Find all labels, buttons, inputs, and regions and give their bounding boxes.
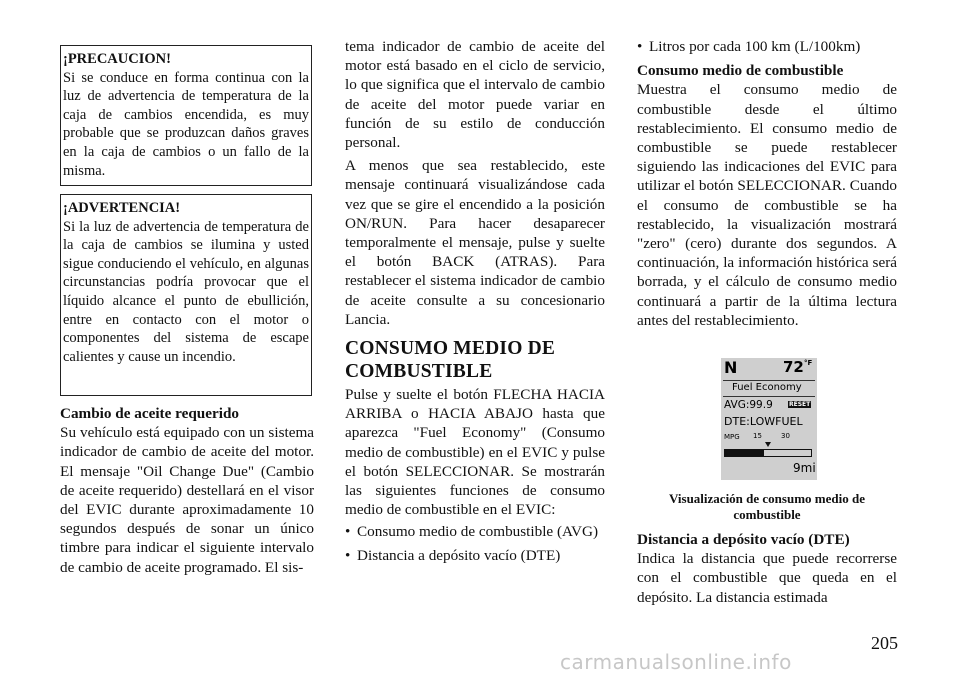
dte-section <box>637 530 897 607</box>
mpg-label: MPG <box>724 433 740 441</box>
fuel-gauge <box>724 449 812 457</box>
temperature-unit: °F <box>804 359 813 367</box>
fuel-economy-intro: Pulse y suelte el botón FLECHA HACIA ARRIBA o HACIA ABAJO hasta que aparezca "Fuel Economy" (Consumo medio de combustible) en el EVIC y pulse el botón SELECCIONAR. Se mostrarán las siguientes funciones de consumo medio de combustible en el EVIC: <box>345 386 605 519</box>
section-heading-line-1: CONSUMO MEDIO DE <box>345 338 556 360</box>
page-number: 205 <box>871 633 898 653</box>
temperature-value: 72 <box>783 358 804 376</box>
watermark: carmanualsonline.info <box>560 650 792 674</box>
units-list <box>637 37 897 56</box>
figure-caption: Visualización de consumo medio de combustible <box>669 491 865 522</box>
oil-reset-text: A menos que sea restablecido, este mensaje continuará visualizándose cada vez que se gire el encendido a la posición ON/RUN. Para hacer desaparecer temporalmente el mensaje, pulse y suelte el botón BACK (ATRAS). Para restablecer el sistema indicador de cambio de aceite consulte a su concesionario Lancia. <box>345 157 605 328</box>
column-3 <box>637 37 897 330</box>
dte-readout: DTE:LOWFUEL <box>724 415 803 428</box>
display-divider <box>723 396 815 397</box>
warning-box <box>60 194 312 396</box>
oil-system-text: tema indicador de cambio de aceite del motor está basado en el ciclo de servicio, lo que significa que el intervalo de cambio de aceite del motor puede variar en función de su estilo de conducción personal. <box>345 38 605 152</box>
reset-badge: RESET <box>789 401 811 408</box>
compass-direction: N <box>724 358 738 377</box>
display-divider <box>723 380 815 381</box>
miles-readout: 9mi <box>793 461 816 475</box>
mpg-tick-30: 30 <box>781 432 790 440</box>
fuel-gauge-fill <box>725 450 764 456</box>
list-item: • Distancia a depósito vacío (DTE) <box>345 546 605 565</box>
evic-display-figure <box>721 358 817 480</box>
display-title: Fuel Economy <box>732 382 802 393</box>
gauge-marker-icon <box>765 442 771 447</box>
warning-text: Si la luz de advertencia de temperatura de la caja de cambios se ilumina y usted sigue conduciendo el vehículo, en algunas circunstancias podría provocar que el líquido alcance el punto de ebullición, entre en contacto con el motor o componentes del sistema de escape calientes y cause un incendio. <box>63 218 309 365</box>
caution-box <box>60 45 312 186</box>
avg-text: Muestra el consumo medio de combustible desde el último restablecimiento. El consumo medio de combustible se puede restablecer siguiendo las indicaciones del EVIC para utilizar el botón SELECCIONAR. Cuando el consumo de combustible se ha restablecido, la visualización mostrará "zero" (cero) durante dos segundos. A continuación, la información histórica será borrada, y el cálculo de consumo medio continuará a partir de la última lectura antes del restablecimiento. <box>637 81 897 329</box>
avg-readout: AVG:99.9 <box>724 399 773 411</box>
caution-title: ¡PRECAUCION! <box>63 51 171 67</box>
section-heading <box>345 337 605 383</box>
dte-heading: Distancia a depósito vacío (DTE) <box>637 531 850 548</box>
caution-text: Si se conduce en forma continua con la luz de advertencia de temperatura de la caja de cambios encendida, es muy probable que se produzcan daños graves en la caja de cambios o un fallo de la misma. <box>63 69 309 179</box>
fuel-functions-list <box>345 522 605 564</box>
mpg-tick-15: 15 <box>753 432 762 440</box>
warning-title: ¡ADVERTENCIA! <box>63 200 181 216</box>
dte-text: Indica la distancia que puede recorrerse con el combustible que queda en el depósito. La distancia estimada <box>637 550 897 606</box>
section-heading-line-2: COMBUSTIBLE <box>345 361 493 383</box>
avg-heading: Consumo medio de combustible <box>637 62 844 80</box>
list-item: • Consumo medio de combustible (AVG) <box>345 522 605 541</box>
column-1-text <box>60 404 314 577</box>
column-2 <box>345 37 605 565</box>
oil-change-heading: Cambio de aceite requerido <box>60 405 239 422</box>
list-item: • Litros por cada 100 km (L/100km) <box>637 37 897 56</box>
oil-change-text: Su vehículo está equipado con un sistema indicador de cambio de aceite del motor. El mensaje "Oil Change Due" (Cambio de aceite requerido) destellará en el visor del EVIC durante aproximadamente 10 segundos después de sonar un único timbre para indicar el siguiente intervalo de cambio de aceite programado. El sis- <box>60 424 314 576</box>
